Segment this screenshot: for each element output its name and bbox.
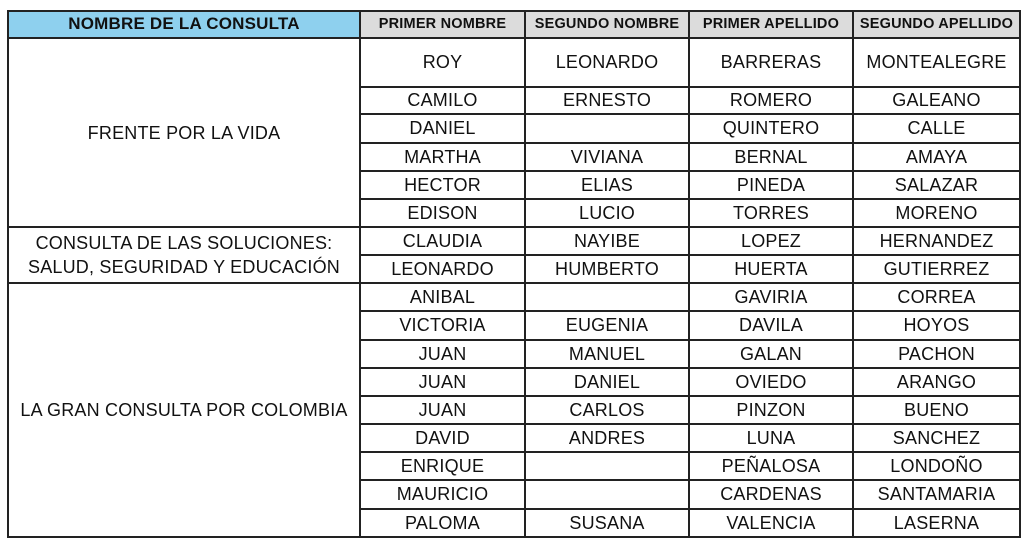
table-cell-primer-nombre: JUAN	[418, 399, 467, 420]
group-name-1	[8, 38, 360, 227]
grid-line	[8, 536, 1020, 538]
table-cell-primer-nombre: LEONARDO	[391, 258, 494, 279]
table-cell-segundo-nombre: LEONARDO	[555, 52, 659, 72]
table-cell-primer-apellido: PINEDA	[736, 174, 806, 195]
table-cell-segundo-nombre: MANUEL	[568, 343, 646, 364]
grid-line	[360, 451, 1020, 453]
table-cell-segundo-apellido: CALLE	[907, 118, 966, 138]
grid-line	[360, 170, 1020, 172]
table-cell-primer-nombre: PALOMA	[405, 512, 480, 533]
header-segundo-apellido: SEGUNDO APELLIDO	[853, 10, 1020, 38]
table-cell-segundo-nombre: NAYIBE	[574, 230, 640, 251]
table-cell-segundo-apellido: HOYOS	[903, 315, 970, 335]
table-cell-primer-apellido: OVIEDO	[735, 371, 807, 392]
table-cell-segundo-nombre: DANIEL	[573, 371, 641, 392]
table-cell-primer-apellido: GALAN	[739, 343, 803, 364]
table-cell-primer-apellido: PINZON	[736, 399, 806, 420]
grid-line	[360, 113, 1020, 115]
table-cell-primer-apellido: PEÑALOSA	[721, 455, 821, 476]
header-primer-nombre: PRIMER NOMBRE	[360, 10, 525, 38]
table-cell-segundo-apellido: SANTAMARIA	[877, 484, 996, 504]
grid-line	[360, 254, 1020, 256]
table-cell-primer-nombre: CAMILO	[407, 90, 478, 110]
header-segundo-nombre: SEGUNDO NOMBRE	[525, 10, 689, 38]
table-cell-segundo-nombre: VIVIANA	[570, 146, 644, 167]
table-cell-primer-apellido: DAVILA	[739, 315, 803, 335]
table-cell-segundo-apellido: BUENO	[903, 399, 969, 420]
table-cell-segundo-apellido: LASERNA	[893, 512, 980, 533]
table-cell-primer-apellido: LUNA	[746, 427, 796, 448]
group-name-line: CONSULTA DE LAS SOLUCIONES:	[35, 233, 333, 253]
grid-line	[360, 508, 1020, 510]
table-cell-segundo-apellido: MORENO	[895, 202, 978, 223]
table-cell-primer-apellido: TORRES	[733, 202, 809, 223]
table-cell-segundo-nombre: ANDRES	[568, 427, 646, 448]
table-cell-primer-nombre: DANIEL	[409, 118, 476, 138]
table-cell-segundo-nombre	[525, 283, 689, 311]
table-cell-segundo-nombre: SUSANA	[569, 512, 645, 533]
table-cell-segundo-apellido: MONTEALEGRE	[866, 52, 1007, 72]
grid-line	[8, 226, 1020, 228]
table-cell-segundo-nombre: LUCIO	[578, 202, 635, 223]
group-name-line: LA GRAN CONSULTA POR COLOMBIA	[20, 400, 348, 420]
grid-line	[7, 10, 9, 538]
table-cell-primer-nombre: ANIBAL	[409, 286, 476, 307]
group-name-2	[8, 227, 360, 283]
grid-line	[359, 10, 361, 538]
grid-line	[1019, 10, 1021, 538]
grid-line	[360, 423, 1020, 425]
grid-line	[360, 479, 1020, 481]
table-cell-segundo-nombre: HUMBERTO	[555, 258, 659, 279]
table-cell-primer-nombre: JUAN	[418, 371, 467, 392]
grid-line	[524, 10, 526, 538]
table-cell-primer-apellido: BERNAL	[734, 146, 808, 167]
grid-line	[8, 10, 1020, 12]
header-consulta-name: NOMBRE DE LA CONSULTA	[8, 10, 360, 38]
table-cell-segundo-nombre	[525, 114, 689, 143]
table-cell-primer-nombre: MARTHA	[404, 146, 481, 167]
table-cell-primer-nombre: MAURICIO	[396, 484, 489, 504]
group-name-line: FRENTE POR LA VIDA	[87, 122, 281, 143]
grid-line	[360, 86, 1020, 88]
grid-line	[360, 395, 1020, 397]
table-cell-segundo-nombre: ELIAS	[580, 174, 634, 195]
group-name-line: SALUD, SEGURIDAD Y EDUCACIÓN	[27, 257, 340, 277]
table-cell-segundo-nombre	[525, 480, 689, 509]
table-cell-segundo-nombre: ERNESTO	[562, 90, 652, 110]
grid-line	[360, 339, 1020, 341]
table-cell-primer-apellido: GAVIRIA	[734, 286, 808, 307]
grid-line	[8, 282, 1020, 284]
table-cell-primer-nombre: EDISON	[407, 202, 478, 223]
table-cell-segundo-nombre	[525, 452, 689, 480]
table-cell-segundo-apellido: SANCHEZ	[892, 427, 981, 448]
table-cell-segundo-nombre: CARLOS	[569, 399, 645, 420]
table-cell-primer-apellido: VALENCIA	[726, 512, 816, 533]
group-name-3	[8, 283, 360, 537]
table-cell-primer-apellido: QUINTERO	[722, 118, 820, 138]
table-cell-primer-nombre: VICTORIA	[399, 315, 486, 335]
grid-line	[852, 10, 854, 538]
grid-line	[360, 310, 1020, 312]
table-cell-primer-apellido: CARDENAS	[720, 484, 822, 504]
table-cell-segundo-apellido: AMAYA	[905, 146, 968, 167]
table-cell-segundo-apellido: ARANGO	[896, 371, 977, 392]
table-cell-primer-nombre: ROY	[422, 52, 463, 72]
grid-line	[360, 142, 1020, 144]
table-cell-primer-apellido: HUERTA	[734, 258, 808, 279]
header-primer-apellido: PRIMER APELLIDO	[689, 10, 853, 38]
table-cell-segundo-apellido: SALAZAR	[894, 174, 979, 195]
grid-line	[8, 37, 1020, 39]
table-cell-segundo-apellido: CORREA	[897, 286, 976, 307]
table-cell-segundo-apellido: GUTIERREZ	[883, 258, 990, 279]
table-cell-primer-nombre: HECTOR	[404, 174, 481, 195]
table-cell-segundo-apellido: GALEANO	[892, 90, 981, 110]
grid-line	[360, 367, 1020, 369]
table-cell-primer-nombre: DAVID	[415, 427, 470, 448]
table-cell-primer-nombre: CLAUDIA	[402, 230, 483, 251]
table-cell-primer-nombre: ENRIQUE	[400, 455, 485, 476]
table-cell-primer-nombre: JUAN	[418, 343, 467, 364]
table-cell-segundo-apellido: HERNANDEZ	[879, 230, 994, 251]
grid-line	[688, 10, 690, 538]
table-cell-segundo-apellido: LONDOÑO	[890, 455, 983, 476]
table-cell-segundo-apellido: PACHON	[898, 343, 975, 364]
table-cell-primer-apellido: ROMERO	[729, 90, 813, 110]
table-cell-primer-apellido: BARRERAS	[720, 52, 822, 72]
candidates-table	[8, 10, 1024, 545]
table-cell-primer-apellido: LOPEZ	[740, 230, 802, 251]
grid-line	[360, 198, 1020, 200]
table-cell-segundo-nombre: EUGENIA	[565, 315, 649, 335]
